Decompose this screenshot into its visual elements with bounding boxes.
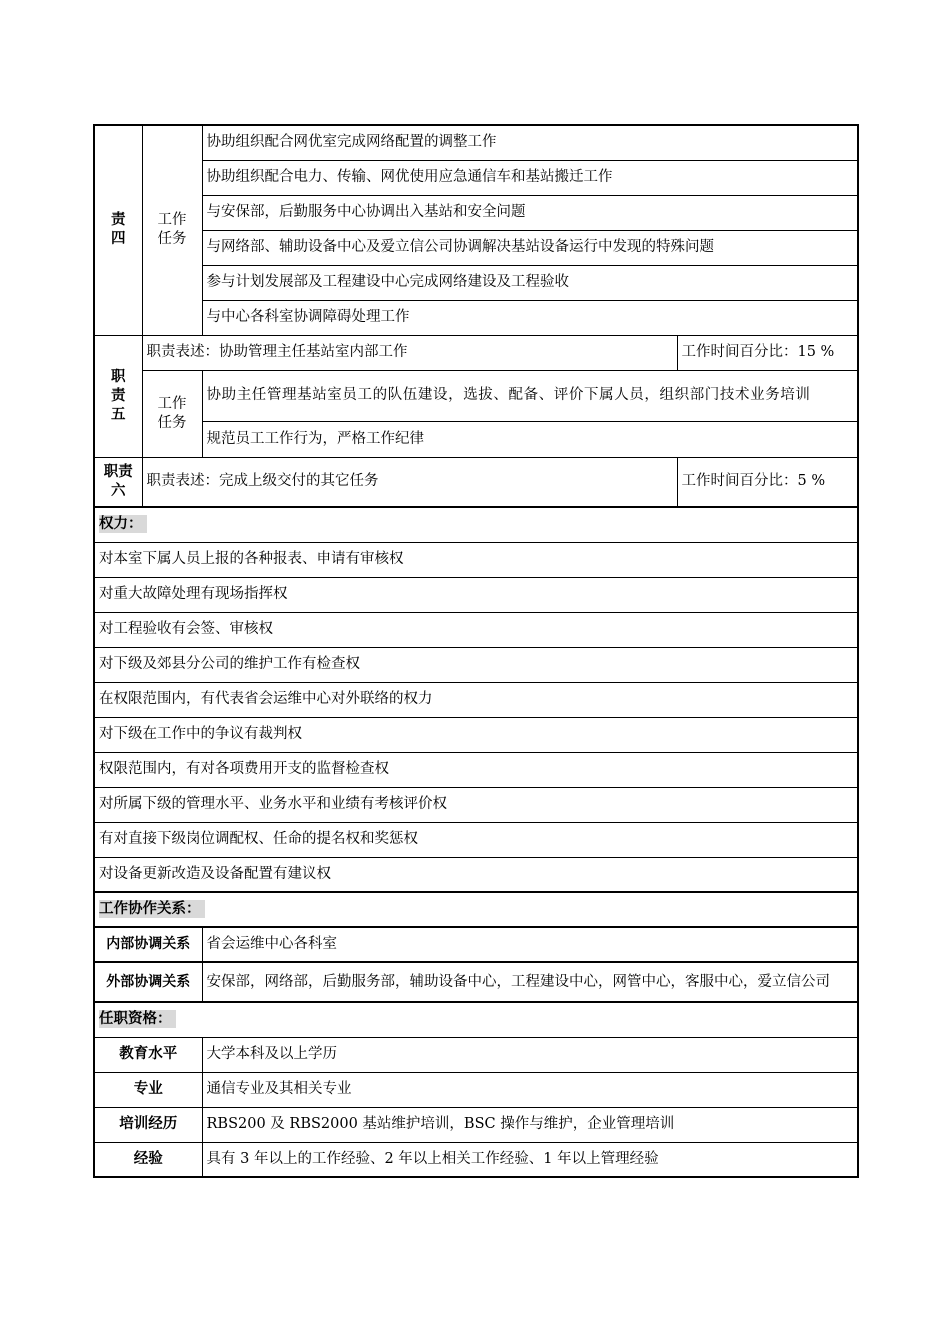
qualifications-heading xyxy=(94,1002,858,1037)
experience-label: 经验 xyxy=(94,1142,202,1177)
duty5-task-label xyxy=(142,370,202,457)
duty4-label xyxy=(94,125,142,335)
authority-heading-text: 权力： xyxy=(99,515,147,533)
qualifications-heading-text: 任职资格： xyxy=(99,1010,176,1028)
authority-item: 有对直接下级岗位调配权、任命的提名权和奖惩权 xyxy=(94,822,858,857)
external-relations-value: 安保部，网络部，后勤服务部，辅助设备中心，工程建设中心，网管中心，客服中心，爱立信公司 xyxy=(202,962,858,1002)
duty4-task-label xyxy=(142,125,202,335)
authority-item: 对所属下级的管理水平、业务水平和业绩有考核评价权 xyxy=(94,787,858,822)
duty6-label xyxy=(94,457,142,507)
duty5-task-1: 协助主任管理基站室员工的队伍建设，选拔、配备、评价下属人员，组织部门技术业务培训 xyxy=(202,370,858,421)
experience-value: 具有 3 年以上的工作经验、2 年以上相关工作经验、1 年以上管理经验 xyxy=(202,1142,858,1177)
duty4-label-line-2: 四 xyxy=(111,231,126,248)
duty5-label-line-1: 职 xyxy=(111,368,126,385)
major-value: 通信专业及其相关专业 xyxy=(202,1072,858,1107)
duty6-label-line-2: 六 xyxy=(111,482,126,499)
duty5-label xyxy=(94,335,142,457)
authority-item: 在权限范围内，有代表省会运维中心对外联络的权力 xyxy=(94,682,858,717)
duty4-label-line-1: 责 xyxy=(111,212,126,229)
duty6-statement: 职责表述：完成上级交付的其它任务 xyxy=(142,457,677,507)
task-label-line-2: 任务 xyxy=(157,414,187,431)
duty6-time-percent: 工作时间百分比：5 % xyxy=(677,457,858,507)
internal-relations-label: 内部协调关系 xyxy=(94,927,202,962)
duty5-task-2: 规范员工工作行为，严格工作纪律 xyxy=(202,421,858,457)
education-value: 大学本科及以上学历 xyxy=(202,1037,858,1072)
task-label-line-1: 工作 xyxy=(157,212,187,229)
major-label: 专业 xyxy=(94,1072,202,1107)
relations-heading xyxy=(94,892,858,927)
education-label: 教育水平 xyxy=(94,1037,202,1072)
internal-relations-value: 省会运维中心各科室 xyxy=(202,927,858,962)
authority-item: 对本室下属人员上报的各种报表、申请有审核权 xyxy=(94,542,858,577)
authority-heading xyxy=(94,507,858,542)
duty4-task-6: 与中心各科室协调障碍处理工作 xyxy=(202,300,858,335)
authority-item: 对设备更新改造及设备配置有建议权 xyxy=(94,857,858,892)
job-description-page xyxy=(93,124,857,1178)
duty6-label-line-1: 职责 xyxy=(103,463,133,480)
training-label: 培训经历 xyxy=(94,1107,202,1142)
duty5-label-line-3: 五 xyxy=(111,406,126,423)
duty5-label-line-2: 责 xyxy=(111,387,126,404)
duty4-task-3: 与安保部，后勤服务中心协调出入基站和安全问题 xyxy=(202,195,858,230)
external-relations-label: 外部协调关系 xyxy=(94,962,202,1002)
relations-heading-text: 工作协作关系： xyxy=(99,900,205,918)
authority-item: 对重大故障处理有现场指挥权 xyxy=(94,577,858,612)
job-description-table xyxy=(93,124,859,1178)
duty4-task-5: 参与计划发展部及工程建设中心完成网络建设及工程验收 xyxy=(202,265,858,300)
duty4-task-2: 协助组织配合电力、传输、网优使用应急通信车和基站搬迁工作 xyxy=(202,160,858,195)
duty5-statement: 职责表述：协助管理主任基站室内部工作 xyxy=(142,335,677,370)
duty5-time-percent: 工作时间百分比：15 % xyxy=(677,335,858,370)
authority-item: 对下级及郊县分公司的维护工作有检查权 xyxy=(94,647,858,682)
authority-item: 权限范围内，有对各项费用开支的监督检查权 xyxy=(94,752,858,787)
authority-item: 对下级在工作中的争议有裁判权 xyxy=(94,717,858,752)
task-label-line-1: 工作 xyxy=(157,395,187,412)
duty4-task-4: 与网络部、辅助设备中心及爱立信公司协调解决基站设备运行中发现的特殊问题 xyxy=(202,230,858,265)
duty4-task-1: 协助组织配合网优室完成网络配置的调整工作 xyxy=(202,125,858,160)
authority-item: 对工程验收有会签、审核权 xyxy=(94,612,858,647)
training-value: RBS200 及 RBS2000 基站维护培训，BSC 操作与维护，企业管理培训 xyxy=(202,1107,858,1142)
task-label-line-2: 任务 xyxy=(157,231,187,248)
